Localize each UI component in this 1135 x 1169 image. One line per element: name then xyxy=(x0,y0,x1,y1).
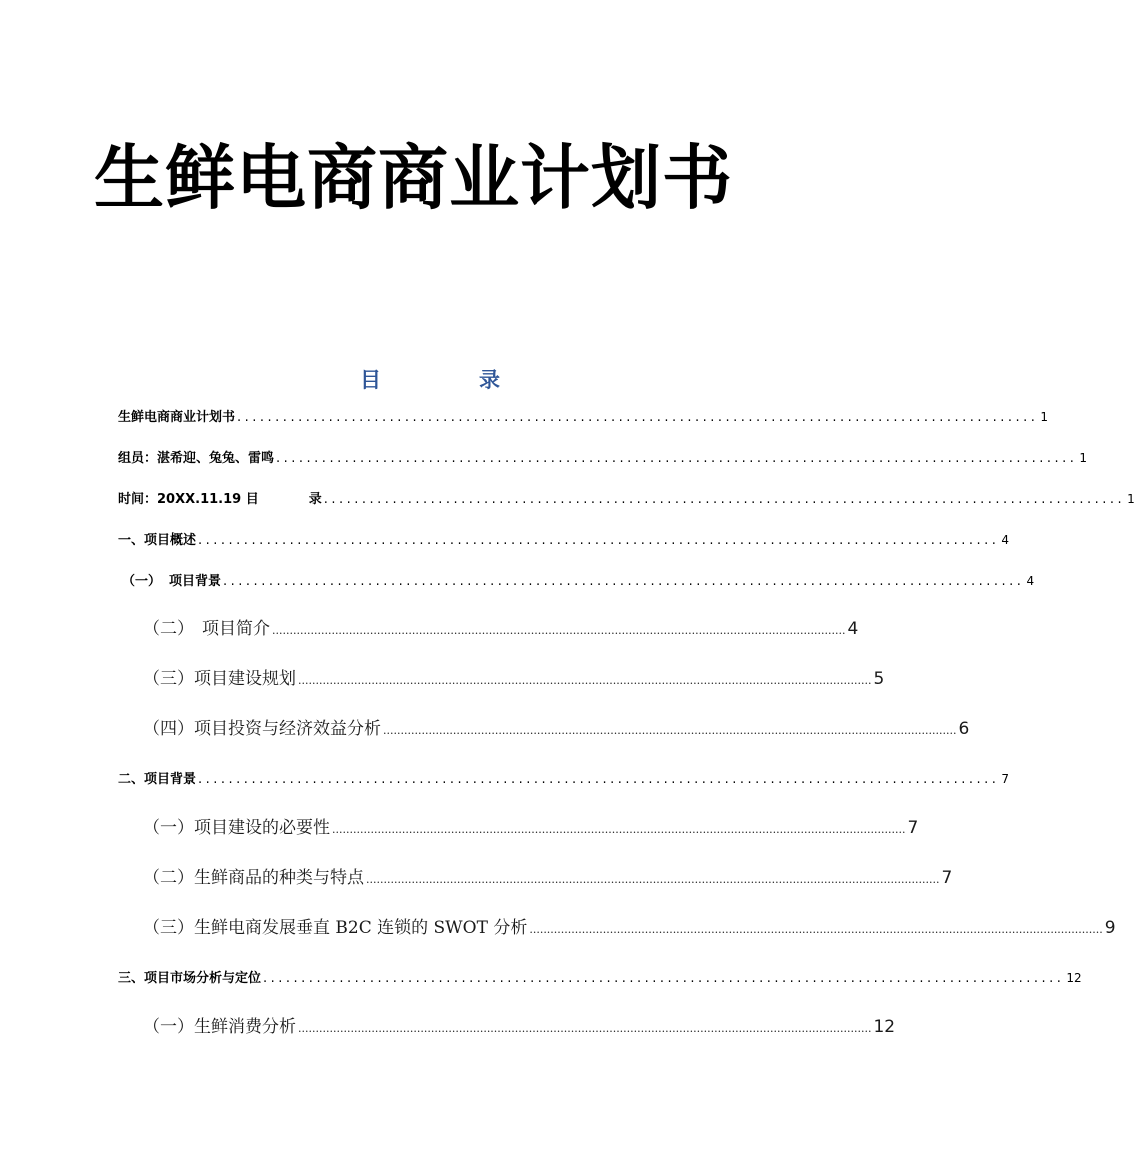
toc-entry-page: 9 xyxy=(1104,918,1116,938)
toc-leader: .................................................................................................................................................................... xyxy=(298,674,872,687)
toc-leader: .................................................................................................................................................................... xyxy=(383,724,957,737)
toc-entry-label: （三）生鲜电商发展垂直 B2C 连锁的 SWOT 分析 xyxy=(143,918,528,938)
toc-entry-label: 一、项目概述 xyxy=(118,533,197,548)
toc-entry[interactable] xyxy=(118,489,1135,509)
toc-entry-label: （四）项目投资与经济效益分析 xyxy=(143,719,381,739)
toc-entry-page: 4 xyxy=(1026,574,1035,588)
toc-entry-page: 4 xyxy=(1001,533,1010,547)
toc-entry-page: 1 xyxy=(1127,492,1135,506)
toc-leader: .................................................................................................................................................................... xyxy=(529,923,1103,936)
toc-heading-left: 目 xyxy=(360,368,381,392)
toc-entry[interactable] xyxy=(143,1014,896,1040)
toc-leader: ......................................................................................................... xyxy=(323,492,1126,507)
toc-entry-page: 4 xyxy=(847,619,859,639)
toc-leader: .................................................................................................................................................................... xyxy=(298,1022,872,1035)
toc-leader: ......................................................................................................... xyxy=(237,410,1039,425)
toc-entry[interactable] xyxy=(118,448,1088,468)
toc-leader: ......................................................................................................... xyxy=(198,533,1000,548)
toc-entry[interactable] xyxy=(143,915,1116,941)
toc-leader: ......................................................................................................... xyxy=(223,574,1025,589)
toc-entry-page: 1 xyxy=(1079,451,1088,465)
toc-entry[interactable] xyxy=(143,716,970,742)
toc-leader: ......................................................................................................... xyxy=(198,772,1000,787)
toc-entry-label: （二）生鲜商品的种类与特点 xyxy=(143,868,364,888)
toc-leader: .................................................................................................................................................................... xyxy=(272,624,846,637)
toc-leader: ......................................................................................................... xyxy=(276,451,1078,466)
toc-entry-label: 生鲜电商商业计划书 xyxy=(118,410,236,425)
toc-entry-label: 组员：湛希迎、兔兔、雷鸣 xyxy=(118,451,275,466)
document-title: 生鲜电商商业计划书 xyxy=(94,136,733,219)
toc-entry[interactable] xyxy=(118,769,1010,789)
toc-entry[interactable] xyxy=(143,865,953,891)
toc-entry-page: 7 xyxy=(1001,772,1010,786)
toc-entry[interactable] xyxy=(143,616,859,642)
toc-heading xyxy=(360,366,500,394)
toc-entry-label: 三、项目市场分析与定位 xyxy=(118,971,262,986)
toc-entry[interactable] xyxy=(143,666,885,692)
toc-leader: .................................................................................................................................................................... xyxy=(366,873,940,886)
toc-entry-page: 6 xyxy=(958,719,970,739)
toc-entry-page: 5 xyxy=(873,669,885,689)
toc-entry-label: （一） 项目背景 xyxy=(122,574,222,589)
toc-entry-label: （三）项目建设规划 xyxy=(143,669,296,689)
toc-leader: ......................................................................................................... xyxy=(263,971,1065,986)
toc-entry[interactable] xyxy=(118,530,1010,550)
toc-entry[interactable] xyxy=(143,815,919,841)
toc-leader: .................................................................................................................................................................... xyxy=(332,823,906,836)
toc-entry-page: 7 xyxy=(941,868,953,888)
toc-entry-page: 12 xyxy=(873,1017,896,1037)
toc-entry-page: 1 xyxy=(1040,410,1049,424)
toc-heading-right: 录 xyxy=(479,368,500,392)
toc-entry-label: （一）生鲜消费分析 xyxy=(143,1017,296,1037)
toc-entry-page: 7 xyxy=(907,818,919,838)
toc-entry[interactable] xyxy=(118,407,1049,427)
toc-entry-label: 二、项目背景 xyxy=(118,772,197,787)
toc-entry[interactable] xyxy=(118,968,1082,988)
toc-entry-label: （一）项目建设的必要性 xyxy=(143,818,330,838)
toc-entry-label: （二） 项目简介 xyxy=(143,619,270,639)
toc-entry-label: 时间：20XX.11.19 目 录 xyxy=(118,492,322,507)
toc-entry[interactable] xyxy=(122,571,1035,591)
toc-entry-page: 12 xyxy=(1066,971,1082,985)
